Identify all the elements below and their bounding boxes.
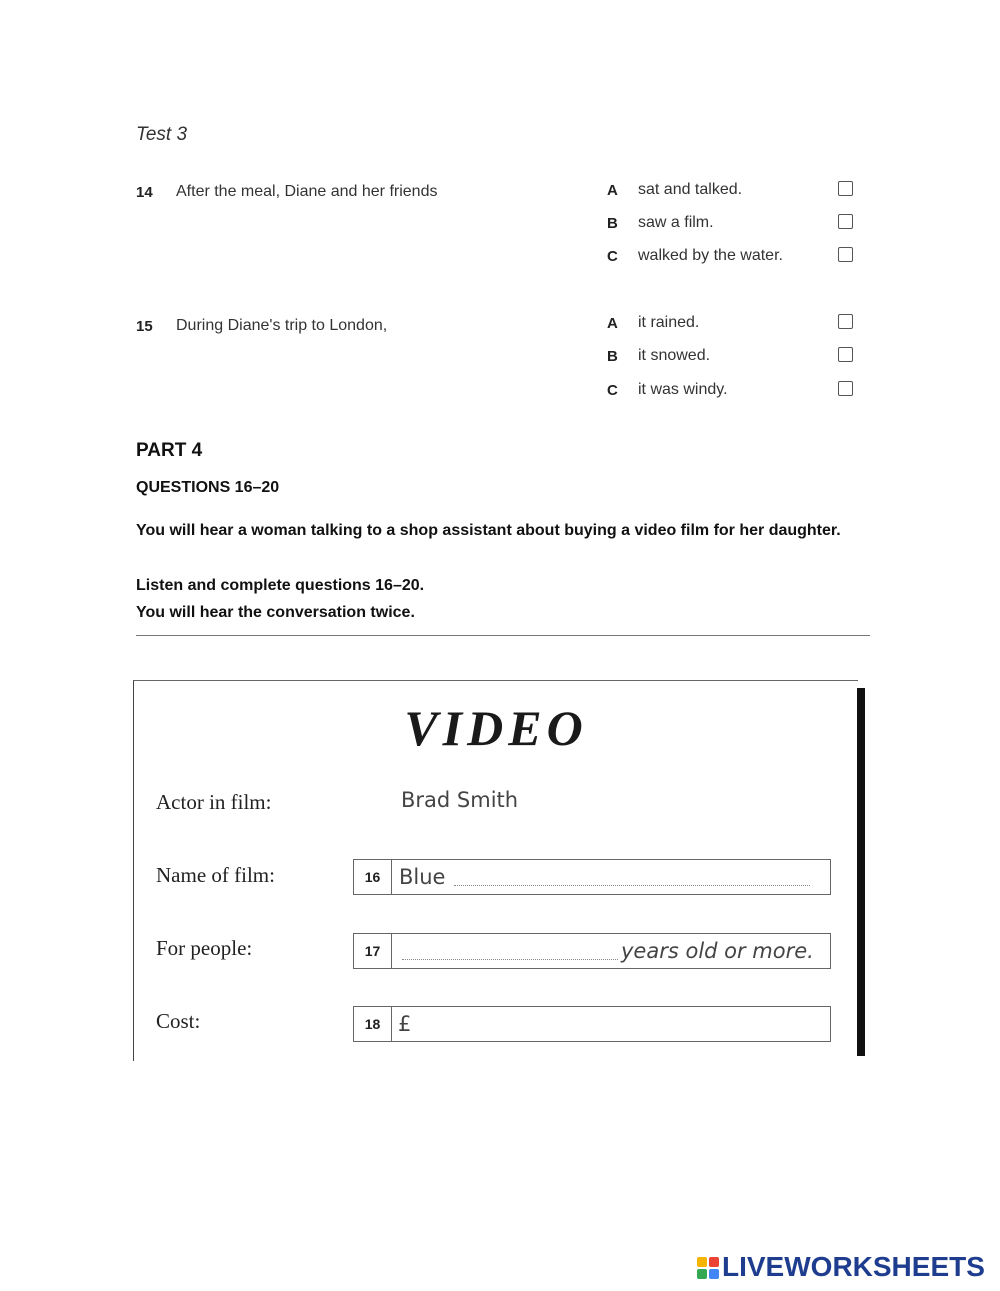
question-14-option-b-text: saw a film. [638,214,714,231]
logo-text: LIVEWORKSHEETS [722,1251,985,1282]
for-people-suffix: years old or more. [621,939,814,963]
video-form-edge [857,688,865,1056]
video-form [133,680,858,1061]
instruction-twice: You will hear the conversation twice. [136,604,415,621]
field-18-number: 18 [354,1007,392,1041]
field-16-number: 16 [354,860,392,894]
cost-label: Cost: [156,1009,201,1033]
question-15-option-c-checkbox[interactable] [838,381,853,396]
question-15-option-b-letter: B [607,348,618,365]
question-14-option-a-letter: A [607,182,618,199]
part-title: PART 4 [136,440,203,461]
actor-value: Brad Smith [401,788,519,812]
question-14-option-a-checkbox[interactable] [838,181,853,196]
question-14-option-c-letter: C [607,248,618,265]
for-people-label: For people: [156,936,253,960]
instruction-intro: You will hear a woman talking to a shop assistant about buying a video film for her daughter. [136,522,841,539]
question-15-option-a-letter: A [607,315,618,332]
question-15-option-c-letter: C [607,382,618,399]
for-people-field[interactable] [353,933,831,969]
question-15-option-a-checkbox[interactable] [838,314,853,329]
age-answer-line[interactable] [402,959,618,960]
question-14-text: After the meal, Diane and her friends [176,183,438,200]
question-14-option-b-letter: B [607,215,618,232]
film-name-label: Name of film: [156,863,275,887]
grid-logo-icon [697,1257,719,1279]
question-15-text: During Diane's trip to London, [176,317,388,334]
question-15-option-c-text: it was windy. [638,381,728,398]
question-15-option-b-text: it snowed. [638,347,711,364]
film-name-field[interactable] [353,859,831,895]
question-14-option-b-checkbox[interactable] [838,214,853,229]
cost-field[interactable] [353,1006,831,1042]
instruction-listen: Listen and complete questions 16–20. [136,577,425,594]
film-name-value: Blue [399,865,446,889]
question-14-option-c-checkbox[interactable] [838,247,853,262]
question-15-option-b-checkbox[interactable] [838,347,853,362]
question-14-number: 14 [136,184,153,201]
actor-label: Actor in film: [156,790,272,814]
question-15-number: 15 [136,318,153,335]
field-17-number: 17 [354,934,392,968]
film-name-answer-line[interactable] [454,885,810,886]
questions-range: QUESTIONS 16–20 [136,479,280,496]
question-15-option-a-text: it rained. [638,314,700,331]
cost-currency: £ [398,1012,412,1036]
video-form-title: VIDEO [404,700,588,756]
test-title: Test 3 [136,124,188,145]
question-14-option-a-text: sat and talked. [638,181,743,198]
question-14-option-c-text: walked by the water. [638,247,783,264]
section-divider [136,635,870,636]
